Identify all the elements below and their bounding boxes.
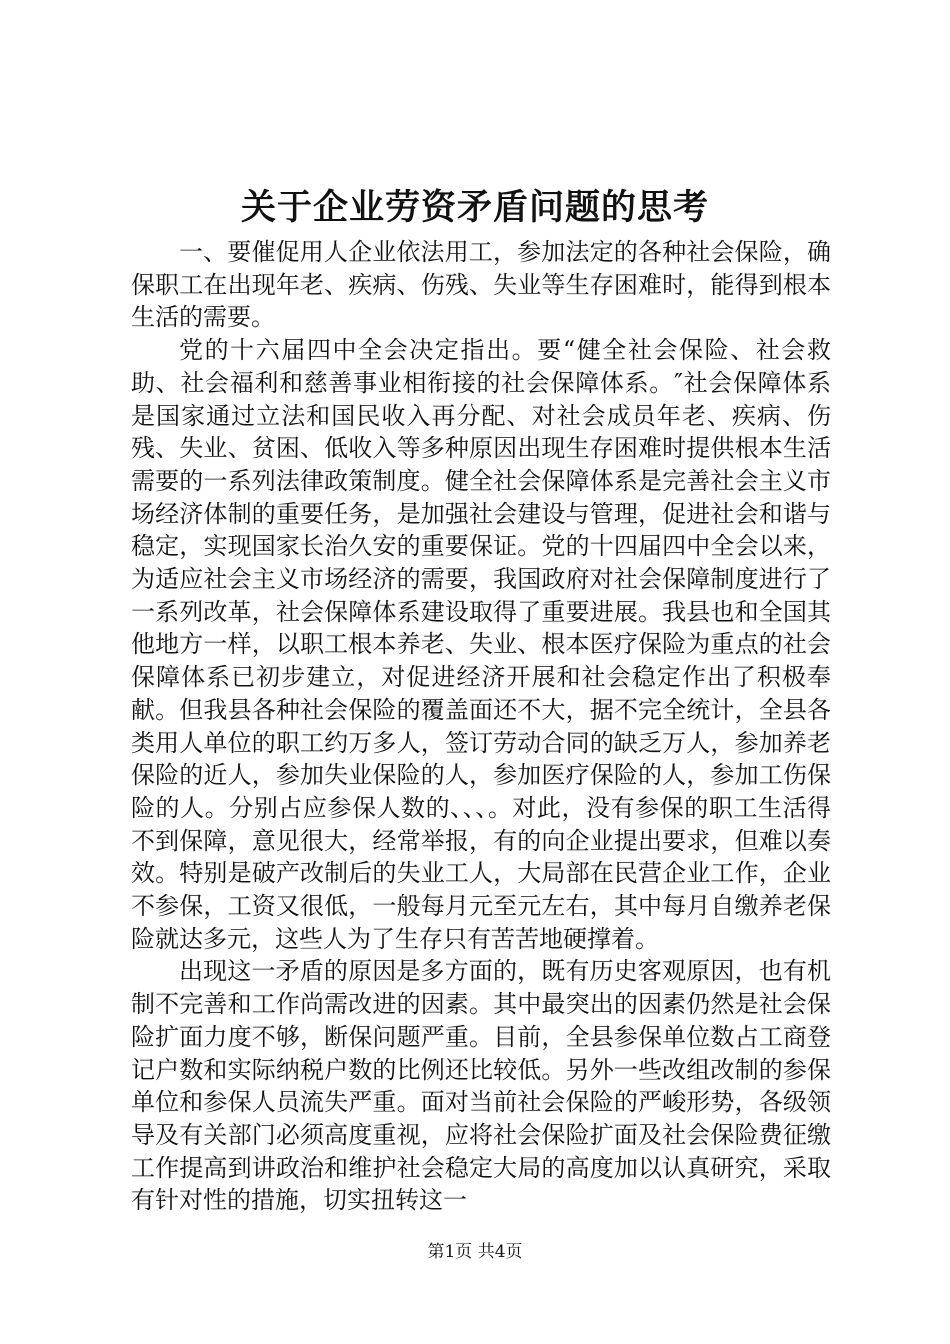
page-footer: 第1页 共4页 bbox=[427, 1242, 523, 1262]
paragraph: 出现这一矛盾的原因是多方面的，既有历史客观原因，也有机制不完善和工作尚需改进的因素。其中最突出的因素仍然是社会保险扩面力度不够，断保问题严重。目前，全县参保单位数占工商登记户数和实际纳税户数的比例还比较低。另外一些改组改制的参保单位和参保人员流失严重。面对当前社会保险的严峻形势，各级领导及有关部门必须高度重视，应将社会保险扩面及社会保险费征缴工作提高到讲政治和维护社会稳定大局的高度加以认真研究，采取有针对性的措施，切实扭转这一 bbox=[131, 957, 831, 1215]
paragraph: 党的十六届四中全会决定指出。要“健全社会保险、社会救助、社会福利和慈善事业相衔接的社会保障体系。″社会保障体系是国家通过立法和国民收入再分配、对社会成员年老、疾病、伤残、失业、贫困、低收入等多种原因出现生存困难时提供根本生活需要的一系列法律政策制度。健全社会保障体系是完善社会主义市场经济体制的重要任务，是加强社会建设与管理，促进社会和谐与稳定，实现国家长治久安的重要保证。党的十四届四中全会以来，为适应社会主义市场经济的需要，我国政府对社会保障制度进行了一系列改革，社会保障体系建设取得了重要进展。我县也和全国其他地方一样，以职工根本养老、失业、根本医疗保险为重点的社会保障体系已初步建立，对促进经济开展和社会稳定作出了积极奉献。但我县各种社会保险的覆盖面还不大，据不完全统计，全县各类用人单位的职工约万多人，签订劳动合同的缺乏万人，参加养老保险的近人，参加失业保险的人，参加医疗保险的人，参加工伤保险的人。分别占应参保人数的、、、。对此，没有参保的职工生活得不到保障，意见很大，经常举报，有的向企业提出要求，但难以奏效。特别是破产改制后的失业工人，大局部在民营企业工作，企业不参保，工资又很低，一般每月元至元左右，其中每月自缴养老保险就达多元，这些人为了生存只有苦苦地硬撑着。 bbox=[131, 336, 831, 953]
document-title: 关于企业劳资矛盾问题的思考 bbox=[240, 187, 709, 228]
paragraph: 一、要催促用人企业依法用工，参加法定的各种社会保险，确保职工在出现年老、疾病、伤残、失业等生存困难时，能得到根本生活的需要。 bbox=[131, 238, 831, 332]
document-body bbox=[131, 236, 831, 1217]
